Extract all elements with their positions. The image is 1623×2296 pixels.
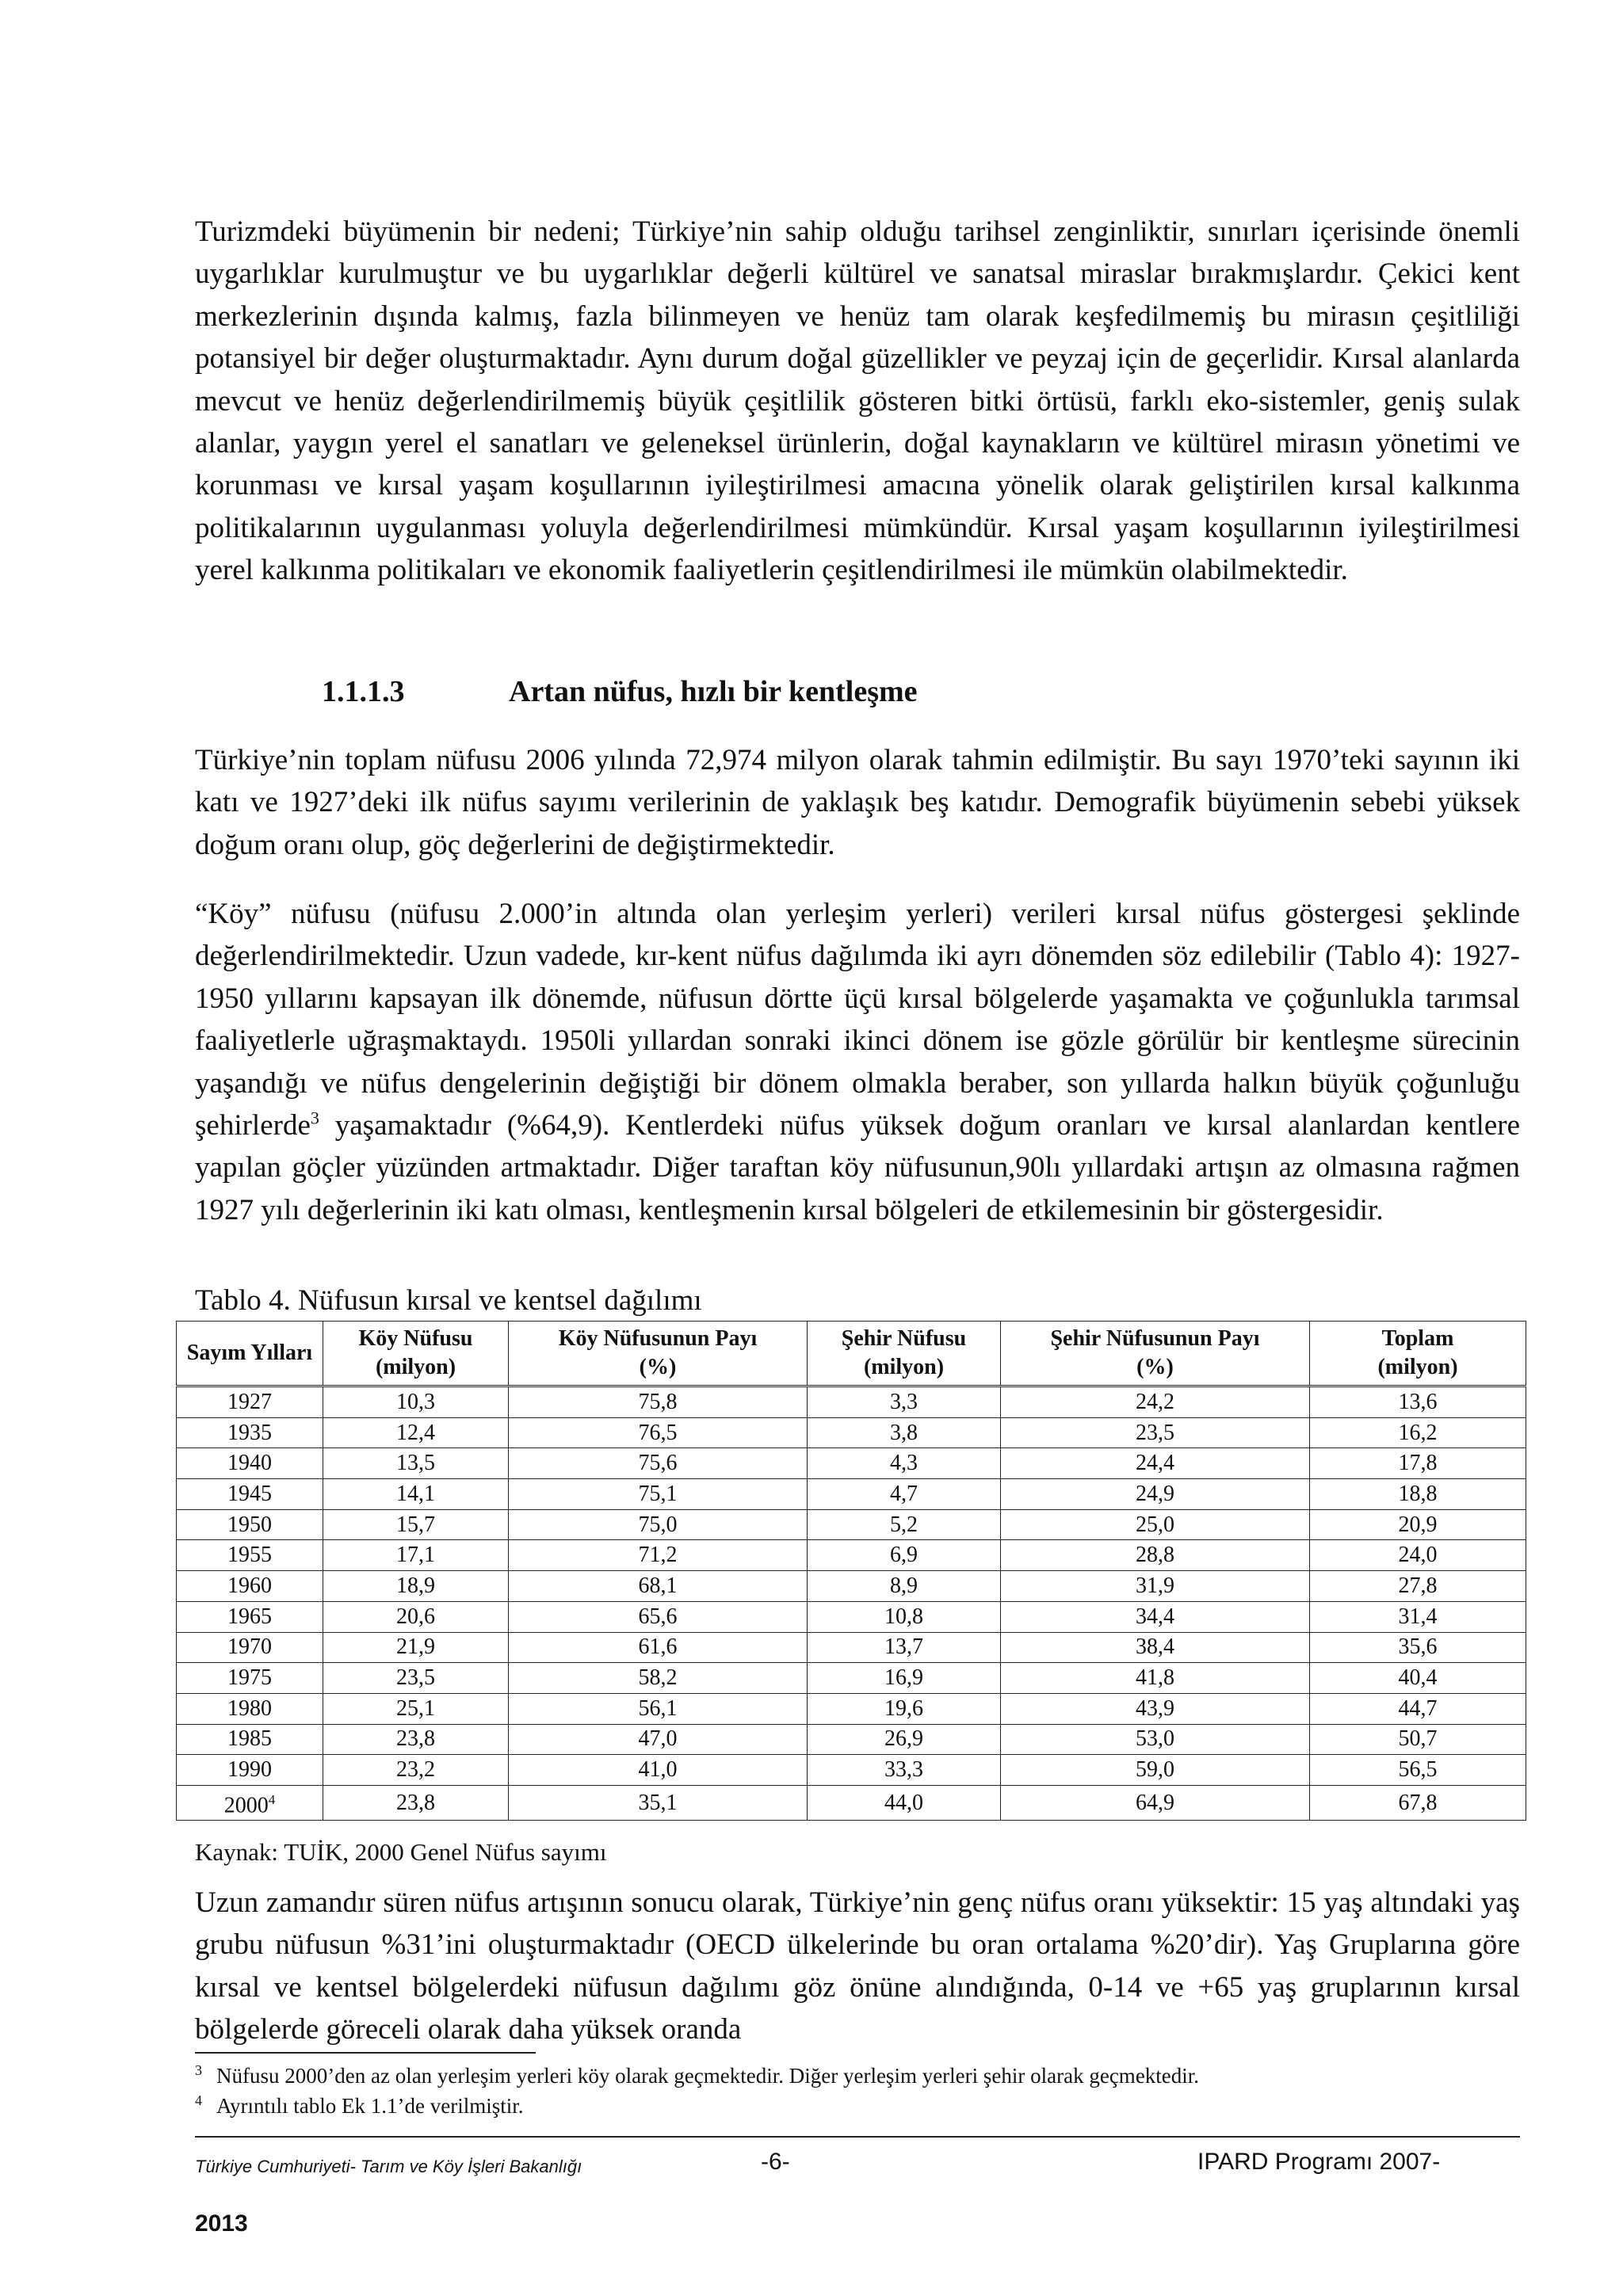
cell-year: 1960: [177, 1571, 323, 1602]
paragraph-population: Türkiye’nin toplam nüfusu 2006 yılında 72,974 milyon olarak tahmin edilmiştir. Bu sayı 1970’teki sayının iki katı ve 1927’deki ilk nüfus sayımı verilerinin de yaklaşık beş katıdır. Demografik büyümenin sebebi yüksek doğum oranı olup, göç değerlerini de değiştirmektedir.: [195, 744, 1520, 861]
cell-city-pop: 16,9: [808, 1663, 1001, 1694]
cell-city-pop: 26,9: [808, 1724, 1001, 1755]
cell-total: 35,6: [1310, 1632, 1526, 1663]
table-row: [177, 1479, 1526, 1510]
population-table: [176, 1321, 1526, 1821]
table-row: [177, 1724, 1526, 1755]
cell-total: 31,4: [1310, 1601, 1526, 1632]
cell-village-pop: 13,5: [323, 1448, 509, 1479]
table-row: [177, 1417, 1526, 1448]
footer-year: 2013: [195, 2210, 248, 2237]
section-title: Artan nüfus, hızlı bir kentleşme: [509, 675, 918, 708]
cell-total: 27,8: [1310, 1571, 1526, 1602]
cell-total: 67,8: [1310, 1785, 1526, 1820]
cell-village-share: 65,6: [509, 1601, 808, 1632]
cell-village-share: 41,0: [509, 1755, 808, 1786]
footer-ministry: Türkiye Cumhuriyeti- Tarım ve Köy İşleri Bakanlığı: [195, 2157, 582, 2176]
paragraph-rural-urban: [195, 893, 1520, 1231]
table-row: [177, 1386, 1526, 1418]
footer-program: IPARD Programı 2007-: [1197, 2149, 1441, 2175]
cell-city-share: 64,9: [1001, 1785, 1310, 1820]
cell-city-share: 34,4: [1001, 1601, 1310, 1632]
cell-city-pop: 5,2: [808, 1509, 1001, 1540]
cell-year: 2000$^4$: [177, 1785, 323, 1820]
cell-total: 20,9: [1310, 1509, 1526, 1540]
cell-year: 1940: [177, 1448, 323, 1479]
section-number: 1.1.1.3: [322, 675, 405, 708]
cell-village-share: 56,1: [509, 1693, 808, 1724]
cell-city-pop: 44,0: [808, 1785, 1001, 1820]
cell-city-share: 23,5: [1001, 1417, 1310, 1448]
table-row: [177, 1540, 1526, 1571]
table-row: [177, 1448, 1526, 1479]
cell-total: 16,2: [1310, 1417, 1526, 1448]
cell-village-pop: 23,8: [323, 1785, 509, 1820]
cell-village-share: 75,6: [509, 1448, 808, 1479]
cell-city-share: 38,4: [1001, 1632, 1310, 1663]
paragraph-rural-urban-part2: yaşamaktadır (%64,9). Kentlerdeki nüfus yüksek doğum oranları ve kırsal alanlardan kentlere yapılan göçler yüzünden artmaktadır. Diğer taraftan köy nüfusunun,90lı yıllardaki artışın az olmasına rağmen 1927 yılı değerlerinin iki katı olması, kentleşmenin kırsal bölgeleri de etkilemesinin bir göstergesidir.: [195, 1109, 1520, 1226]
cell-village-pop: 23,2: [323, 1755, 509, 1786]
table-row: [177, 1571, 1526, 1602]
cell-total: 18,8: [1310, 1479, 1526, 1510]
cell-total: 17,8: [1310, 1448, 1526, 1479]
cell-village-pop: 14,1: [323, 1479, 509, 1510]
footnote-3: $^3$ Nüfusu 2000’den az olan yerleşim yerleri köy olarak geçmektedir. Diğer yerleşim yerleri şehir olarak geçmektedir.: [195, 2062, 1200, 2088]
cell-year: 1990: [177, 1755, 323, 1786]
cell-village-pop: 23,5: [323, 1663, 509, 1694]
cell-total: 56,5: [1310, 1755, 1526, 1786]
table-header-row: [177, 1322, 1526, 1386]
cell-village-pop: 21,9: [323, 1632, 509, 1663]
cell-city-pop: 6,9: [808, 1540, 1001, 1571]
table-row: [177, 1755, 1526, 1786]
cell-city-share: 28,8: [1001, 1540, 1310, 1571]
footer-rule: [195, 2136, 1520, 2138]
cell-city-pop: 3,3: [808, 1386, 1001, 1418]
cell-village-share: 47,0: [509, 1724, 808, 1755]
cell-year: 1975: [177, 1663, 323, 1694]
cell-village-pop: 10,3: [323, 1386, 509, 1418]
paragraph-rural-urban-part1: “Köy” nüfusu (nüfusu 2.000’in altında olan yerleşim yerleri) verileri kırsal nüfus göstergesi şeklinde değerlendirilmektedir. Uzun vadede, kır-kent nüfus dağılımda iki ayrı dönemden söz edilebilir (Tablo 4): 1927-1950 yıllarını kapsayan ilk dönemde, nüfusun dörtte üçü kırsal bölgelerde yaşamakta ve çoğunlukla tarımsal faaliyetlerle uğraşmaktaydı. 1950li yıllardan sonraki ikinci dönem ise gözle görülür bir kentleşme sürecinin yaşandığı ve nüfus dengelerinin değiştiği bir dönem olmakla beraber, son yıllarda halkın büyük çoğunluğu şehirlerde: [195, 898, 1520, 1142]
cell-city-pop: 3,8: [808, 1417, 1001, 1448]
table-row: [177, 1693, 1526, 1724]
cell-village-share: 71,2: [509, 1540, 808, 1571]
cell-total: 24,0: [1310, 1540, 1526, 1571]
table-row: [177, 1601, 1526, 1632]
table-row: [177, 1632, 1526, 1663]
section-heading: [322, 674, 918, 709]
table-source: Kaynak: TUİK, 2000 Genel Nüfus sayımı: [195, 1838, 607, 1866]
cell-city-pop: 4,7: [808, 1479, 1001, 1510]
cell-village-share: 75,1: [509, 1479, 808, 1510]
cell-village-share: 75,8: [509, 1386, 808, 1418]
cell-city-share: 24,2: [1001, 1386, 1310, 1418]
cell-year: 1965: [177, 1601, 323, 1632]
cell-year: 1935: [177, 1417, 323, 1448]
cell-total: 40,4: [1310, 1663, 1526, 1694]
cell-city-pop: 19,6: [808, 1693, 1001, 1724]
cell-city-share: 31,9: [1001, 1571, 1310, 1602]
cell-village-pop: 15,7: [323, 1509, 509, 1540]
col-header-village-pop: Köy Nüfusu (milyon): [323, 1322, 509, 1386]
cell-city-pop: 33,3: [808, 1755, 1001, 1786]
cell-city-pop: 13,7: [808, 1632, 1001, 1663]
footnote-ref-3[interactable]: 3: [310, 1108, 319, 1128]
footnote-separator: [195, 2052, 536, 2054]
cell-city-share: 25,0: [1001, 1509, 1310, 1540]
cell-year: 1985: [177, 1724, 323, 1755]
table-caption: Tablo 4. Nüfusun kırsal ve kentsel dağılımı: [195, 1284, 702, 1317]
cell-city-share: 41,8: [1001, 1663, 1310, 1694]
cell-city-share: 43,9: [1001, 1693, 1310, 1724]
col-header-village-share: Köy Nüfusunun Payı (%): [509, 1322, 808, 1386]
cell-village-pop: 18,9: [323, 1571, 509, 1602]
col-header-city-share: Şehir Nüfusunun Payı (%): [1001, 1322, 1310, 1386]
cell-village-pop: 20,6: [323, 1601, 509, 1632]
cell-village-pop: 23,8: [323, 1724, 509, 1755]
cell-city-pop: 4,3: [808, 1448, 1001, 1479]
cell-village-pop: 12,4: [323, 1417, 509, 1448]
table-row: [177, 1663, 1526, 1694]
col-header-city-pop: Şehir Nüfusu (milyon): [808, 1322, 1001, 1386]
table-row: [177, 1509, 1526, 1540]
cell-village-share: 68,1: [509, 1571, 808, 1602]
cell-total: 44,7: [1310, 1693, 1526, 1724]
cell-total: 13,6: [1310, 1386, 1526, 1418]
cell-city-share: 53,0: [1001, 1724, 1310, 1755]
cell-city-share: 24,4: [1001, 1448, 1310, 1479]
cell-year: 1955: [177, 1540, 323, 1571]
cell-year: 1950: [177, 1509, 323, 1540]
cell-city-share: 59,0: [1001, 1755, 1310, 1786]
cell-village-share: 35,1: [509, 1785, 808, 1820]
cell-year: 1945: [177, 1479, 323, 1510]
cell-village-pop: 25,1: [323, 1693, 509, 1724]
cell-city-share: 24,9: [1001, 1479, 1310, 1510]
cell-village-pop: 17,1: [323, 1540, 509, 1571]
cell-village-share: 58,2: [509, 1663, 808, 1694]
col-header-total: Toplam (milyon): [1310, 1322, 1526, 1386]
cell-village-share: 76,5: [509, 1417, 808, 1448]
paragraph-tourism: Turizmdeki büyümenin bir nedeni; Türkiye’nin sahip olduğu tarihsel zenginliktir, sınırları içerisinde önemli uygarlıklar kurulmuştur ve bu uygarlıklar değerli kültürel ve sanatsal miraslar bırakmışlardır. Çekici kent merkezlerinin dışında kalmış, fazla bilinmeyen ve henüz tam olarak keşfedilmemiş bu mirasın çeşitliliği potansiyel bir değer oluşturmaktadır. Aynı durum doğal güzellikler ve peyzaj için de geçerlidir. Kırsal alanlarda mevcut ve henüz değerlendirilmemiş büyük çeşitlilik gösteren bitki örtüsü, farklı eko-sistemler, geniş sulak alanlar, yaygın yerel el sanatları ve geleneksel ürünlerin, doğal kaynakların ve kültürel mirasın yönetimi ve korunması ve kırsal yaşam koşullarının iyileştirilmesi amacına yönelik olarak geliştirilen kırsal kalkınma politikalarının uygulanması yoluyla değerlendirilmesi mümkündür. Kırsal yaşam koşullarının iyileştirilmesi yerel kalkınma politikaları ve ekonomik faaliyetlerin çeşitlendirilmesi ile mümkün olabilmektedir.: [195, 215, 1520, 587]
footnote-4: $^4$ Ayrıntılı tablo Ek 1.1’de verilmiştir.: [195, 2092, 524, 2118]
page-number: -6-: [761, 2149, 790, 2175]
paragraph-young-population: Uzun zamandır süren nüfus artışının sonucu olarak, Türkiye’nin genç nüfus oranı yüksektir: 15 yaş altındaki yaş grubu nüfusun %31’ini oluşturmaktadır (OECD ülkelerinde bu oran ortalama %20’dir). Yaş Gruplarına göre kırsal ve kentsel bölgelerdeki nüfusun dağılımı göz önüne alındığında, 0-14 ve +65 yaş gruplarının kırsal bölgelerde göreceli olarak daha yüksek oranda: [195, 1886, 1520, 2046]
cell-year: 1927: [177, 1386, 323, 1418]
cell-village-share: 61,6: [509, 1632, 808, 1663]
cell-city-pop: 10,8: [808, 1601, 1001, 1632]
cell-total: 50,7: [1310, 1724, 1526, 1755]
cell-year: 1980: [177, 1693, 323, 1724]
col-header-year: Sayım Yılları: [177, 1322, 323, 1386]
cell-year: 1970: [177, 1632, 323, 1663]
cell-city-pop: 8,9: [808, 1571, 1001, 1602]
table-row: [177, 1785, 1526, 1820]
cell-village-share: 75,0: [509, 1509, 808, 1540]
